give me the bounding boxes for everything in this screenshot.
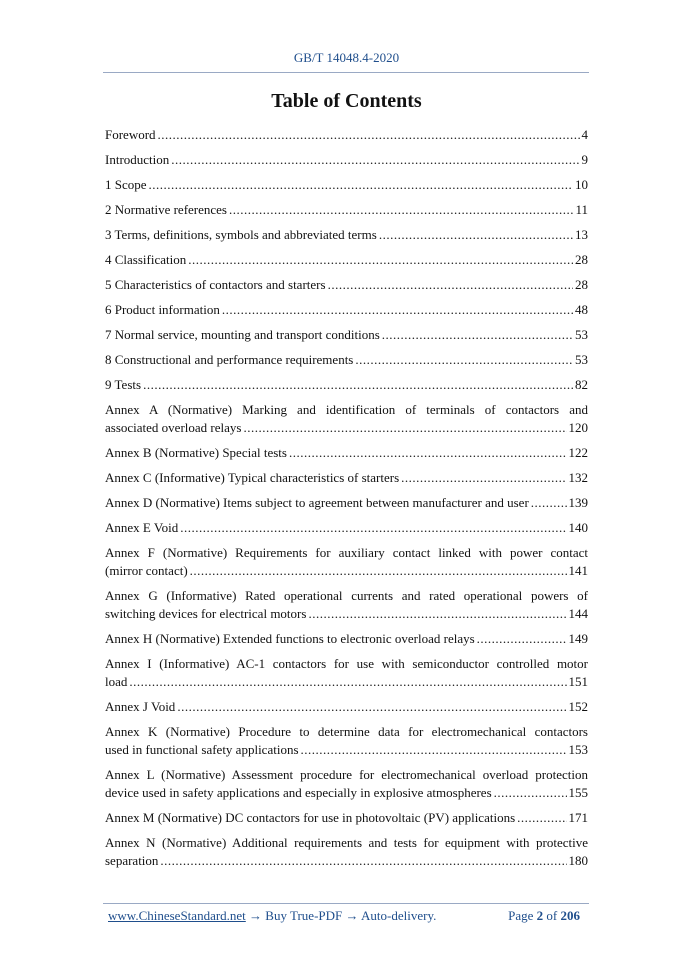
toc-entry-title: switching devices for electrical motors bbox=[105, 606, 307, 621]
dot-leader bbox=[180, 519, 566, 537]
toc-entry-page: 120 bbox=[568, 420, 588, 435]
dot-leader bbox=[229, 201, 573, 219]
dot-leader bbox=[222, 301, 573, 319]
toc-entry-page: 82 bbox=[575, 377, 588, 392]
dot-leader bbox=[171, 151, 579, 169]
toc-entry-title: Annex E Void bbox=[105, 520, 179, 535]
toc-entry[interactable] bbox=[105, 519, 588, 537]
arrow-right-icon: → bbox=[345, 908, 359, 923]
toc-entry[interactable] bbox=[105, 351, 588, 369]
toc-entry[interactable] bbox=[105, 655, 588, 691]
dot-leader bbox=[382, 326, 573, 344]
toc-entry[interactable] bbox=[105, 151, 588, 169]
toc-entry-page: 141 bbox=[568, 563, 588, 578]
toc-entry-title: Annex M (Normative) DC contactors for use in photovoltaic (PV) applications bbox=[105, 810, 516, 825]
toc-entry-page: 140 bbox=[568, 520, 588, 535]
toc-entry-title: 6 Product information bbox=[105, 302, 220, 317]
toc-entry-title: load bbox=[105, 674, 128, 689]
dot-leader bbox=[531, 494, 567, 512]
toc-entry-page: 28 bbox=[575, 252, 588, 267]
footer bbox=[108, 908, 580, 924]
toc-entry-title: 4 Classification bbox=[105, 252, 187, 267]
toc-entry-page: 10 bbox=[575, 177, 588, 192]
toc-entry-title: Annex H (Normative) Extended functions to electronic overload relays bbox=[105, 631, 475, 646]
dot-leader bbox=[494, 784, 567, 802]
toc-entry[interactable] bbox=[105, 766, 588, 802]
toc-entry-title: 9 Tests bbox=[105, 377, 142, 392]
toc-entry[interactable] bbox=[105, 401, 588, 437]
toc-entry[interactable] bbox=[105, 698, 588, 716]
toc-entry-page: 132 bbox=[568, 470, 588, 485]
document-code: GB/T 14048.4-2020 bbox=[293, 50, 400, 65]
toc-entry-page: 9 bbox=[581, 152, 588, 167]
page-title: Table of Contents bbox=[271, 90, 422, 112]
toc-entry-page: 122 bbox=[568, 445, 588, 460]
dot-leader bbox=[158, 126, 580, 144]
toc-entry[interactable] bbox=[105, 376, 588, 394]
dot-leader bbox=[188, 251, 573, 269]
toc-entry-title: Annex B (Normative) Special tests bbox=[105, 445, 287, 460]
toc-entry-title: 2 Normative references bbox=[105, 202, 227, 217]
dot-leader bbox=[517, 809, 566, 827]
toc-entry-title: 7 Normal service, mounting and transport conditions bbox=[105, 327, 380, 342]
toc-entry-page: 155 bbox=[568, 785, 588, 800]
toc-entry[interactable] bbox=[105, 201, 588, 219]
toc-entry[interactable] bbox=[105, 301, 588, 319]
toc-entry-title: separation bbox=[105, 853, 159, 868]
toc-entry-page: 53 bbox=[575, 352, 588, 367]
page-counter: Page 2 of 206 bbox=[508, 908, 580, 923]
toc-entry-page: 53 bbox=[575, 327, 588, 342]
toc-entry[interactable] bbox=[105, 494, 588, 512]
toc-entry[interactable] bbox=[105, 469, 588, 487]
toc-entry[interactable] bbox=[105, 176, 588, 194]
toc-entry[interactable] bbox=[105, 444, 588, 462]
toc-entry-page: 11 bbox=[575, 202, 588, 217]
dot-leader bbox=[129, 673, 566, 691]
toc-entry-page: 48 bbox=[575, 302, 588, 317]
toc-entry-page: 13 bbox=[575, 227, 588, 242]
dot-leader bbox=[143, 376, 573, 394]
dot-leader bbox=[355, 351, 573, 369]
dot-leader bbox=[401, 469, 566, 487]
toc-entry[interactable] bbox=[105, 834, 588, 870]
toc-entry[interactable] bbox=[105, 251, 588, 269]
toc-entry-title-line: Annex N (Normative) Additional requirements and tests for equipment with protective bbox=[105, 835, 588, 850]
toc-entry-title: Introduction bbox=[105, 152, 170, 167]
header-rule bbox=[103, 72, 589, 73]
toc-entry-page: 152 bbox=[568, 699, 588, 714]
dot-leader bbox=[301, 741, 567, 759]
toc-entry-title: 8 Constructional and performance requirements bbox=[105, 352, 354, 367]
toc-entry-page: 151 bbox=[568, 674, 588, 689]
dot-leader bbox=[160, 852, 566, 870]
dot-leader bbox=[149, 176, 573, 194]
toc-entry[interactable] bbox=[105, 276, 588, 294]
toc-entry-title: 5 Characteristics of contactors and starters bbox=[105, 277, 326, 292]
toc-entry-page: 4 bbox=[581, 127, 588, 142]
table-of-contents bbox=[105, 126, 588, 877]
toc-entry-title: 3 Terms, definitions, symbols and abbreviated terms bbox=[105, 227, 377, 242]
toc-entry-title-line: Annex I (Informative) AC-1 contactors for use with semiconductor controlled motor bbox=[105, 656, 588, 671]
dot-leader bbox=[243, 419, 566, 437]
toc-entry-title-line: Annex A (Normative) Marking and identification of terminals of contactors and bbox=[105, 402, 588, 417]
toc-entry-title: 1 Scope bbox=[105, 177, 147, 192]
dot-leader bbox=[328, 276, 573, 294]
toc-entry[interactable] bbox=[105, 587, 588, 623]
dot-leader bbox=[190, 562, 567, 580]
site-link[interactable]: www.ChineseStandard.net bbox=[108, 908, 246, 923]
arrow-right-icon: → bbox=[249, 908, 263, 923]
dot-leader bbox=[308, 605, 566, 623]
toc-entry-title: used in functional safety applications bbox=[105, 742, 299, 757]
toc-entry[interactable] bbox=[105, 544, 588, 580]
toc-entry-title-line: Annex L (Normative) Assessment procedure for electromechanical overload protection bbox=[105, 767, 588, 782]
toc-entry-title: Annex J Void bbox=[105, 699, 176, 714]
dot-leader bbox=[379, 226, 573, 244]
delivery-text: Auto-delivery. bbox=[361, 908, 437, 923]
toc-entry[interactable] bbox=[105, 326, 588, 344]
toc-entry[interactable] bbox=[105, 226, 588, 244]
buy-link-text: Buy True-PDF bbox=[265, 908, 343, 923]
dot-leader bbox=[177, 698, 566, 716]
toc-entry-page: 139 bbox=[568, 495, 588, 510]
toc-entry-title: Annex D (Normative) Items subject to agreement between manufacturer and user bbox=[105, 495, 529, 510]
toc-entry-title-line: Annex F (Normative) Requirements for auxiliary contact linked with power contact bbox=[105, 545, 588, 560]
toc-entry-title: associated overload relays bbox=[105, 420, 242, 435]
toc-entry-title: (mirror contact) bbox=[105, 563, 188, 578]
toc-entry-page: 153 bbox=[568, 742, 588, 757]
toc-entry-page: 149 bbox=[568, 631, 588, 646]
toc-entry[interactable] bbox=[105, 126, 588, 144]
toc-entry[interactable] bbox=[105, 809, 588, 827]
toc-entry[interactable] bbox=[105, 630, 588, 648]
toc-entry-title-line: Annex K (Normative) Procedure to determine data for electromechanical contactors bbox=[105, 724, 588, 739]
dot-leader bbox=[289, 444, 567, 462]
toc-entry-title: device used in safety applications and especially in explosive atmospheres bbox=[105, 785, 492, 800]
toc-entry-page: 144 bbox=[568, 606, 588, 621]
toc-entry-page: 171 bbox=[568, 810, 588, 825]
dot-leader bbox=[477, 630, 567, 648]
toc-entry-title: Foreword bbox=[105, 127, 156, 142]
toc-entry-page: 28 bbox=[575, 277, 588, 292]
toc-entry-page: 180 bbox=[568, 853, 588, 868]
footer-rule bbox=[103, 903, 589, 904]
toc-entry-title-line: Annex G (Informative) Rated operational currents and rated operational powers of bbox=[105, 588, 588, 603]
toc-entry-title: Annex C (Informative) Typical characteristics of starters bbox=[105, 470, 400, 485]
toc-entry[interactable] bbox=[105, 723, 588, 759]
